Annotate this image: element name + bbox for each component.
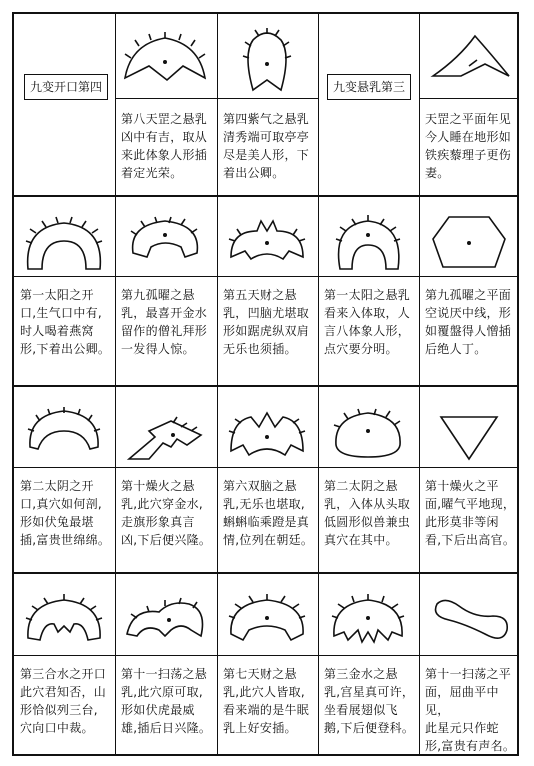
figure-r2c4 — [318, 197, 419, 276]
figure-r2c2 — [115, 197, 217, 276]
figure-r4c5 — [419, 574, 519, 655]
figure-r2c5 — [419, 197, 519, 276]
figure-r4c1 — [14, 574, 115, 655]
figure-r3c2 — [115, 387, 217, 467]
entry-r4c3: 第七天财之悬 乳,此穴人皆取, 看来端的是牛眠 乳上好安插。 — [223, 667, 310, 735]
figure-r1c2 — [115, 14, 217, 98]
entry-r1c3: 第四紫气之悬乳 清秀端可取亭亭 尽是美人形，下 着出公卿。 — [223, 112, 310, 180]
figure-r4c2 — [115, 574, 217, 655]
figure-r2c3 — [217, 197, 318, 276]
entry-r3c4: 第二太阴之悬 乳，入体从头取 低圆形似兽兼虫 真穴在其中。 — [324, 479, 411, 547]
entry-r3c2: 第十燥火之悬 乳,此穴穿金水, 走旗形象真言 凶,下后便兴隆。 — [121, 479, 212, 547]
figure-r3c5 — [419, 387, 519, 467]
entry-r4c4: 第三金水之悬 乳,宫星真可许， 坐看展翅似飞 鹅,下后便登科。 — [324, 667, 415, 735]
figure-r4c3 — [217, 574, 318, 655]
entry-r1c5: 天罡之平面年见 今人睡在地形如 铁疾藜理子更伤 妻。 — [425, 112, 512, 180]
entry-r2c4: 第一太阳之悬乳 看来入体取，人 言八体象人形， 点穴要分明。 — [324, 288, 411, 356]
entry-r1c2: 第八天罡之悬乳 凶中有吉，取从 来此体象人形插 着定光荣。 — [121, 112, 208, 180]
entry-r2c1: 第一太阳之开 口,生气口中有, 时人喝着燕窝 形,下着出公卿。 — [20, 288, 111, 356]
entry-r4c5: 第十一扫荡之平 面，屈曲平中见， 此星元只作蛇 形,富贵有声名。 — [425, 667, 516, 753]
figure-r3c1 — [14, 387, 115, 467]
entry-r4c2: 第十一扫荡之悬 乳,此穴原可取, 形如伏虎最威 雄,插后日兴隆。 — [121, 667, 212, 735]
entry-r3c5: 第十燥火之平 面,曜气平地现， 此形莫非等闲 看,下后出高官。 — [425, 479, 516, 547]
entry-r2c2: 第九孤曜之悬 乳，最喜开金水 留作的僧礼拜形 一发得人惊。 — [121, 288, 208, 356]
figure-r3c4 — [318, 387, 419, 467]
entry-r2c3: 第五天财之悬 乳，凹脑尤堪取 形如踞虎纵双肩 无乐也须插。 — [223, 288, 310, 356]
figure-r1c3 — [217, 14, 318, 98]
figure-r3c3 — [217, 387, 318, 467]
figure-r4c4 — [318, 574, 419, 655]
entry-r3c3: 第六双脑之悬 乳,无乐也堪取, 蝌蝌临乘蹬是真 情,位列在朝廷。 — [223, 479, 314, 547]
entry-r2c5: 第九孤曜之平面 空说厌中线，形 如覆盤得人憎插 后绝人丁。 — [425, 288, 512, 356]
entry-r4c1: 第三合水之开口 此穴君知否，山 形恰似列三台, 穴向口中裁。 — [20, 667, 107, 735]
entry-r3c1: 第二太阴之开 口,真穴如何剖, 形如伏兔最堪 插,富贵世绵绵。 — [20, 479, 111, 547]
figure-r2c1 — [14, 197, 115, 276]
table-grid — [12, 12, 519, 756]
section-title-hanging-breast: 九变悬乳第三 — [327, 74, 411, 100]
section-title-open-mouth: 九变开口第四 — [24, 74, 108, 100]
figure-r1c5 — [419, 14, 519, 98]
